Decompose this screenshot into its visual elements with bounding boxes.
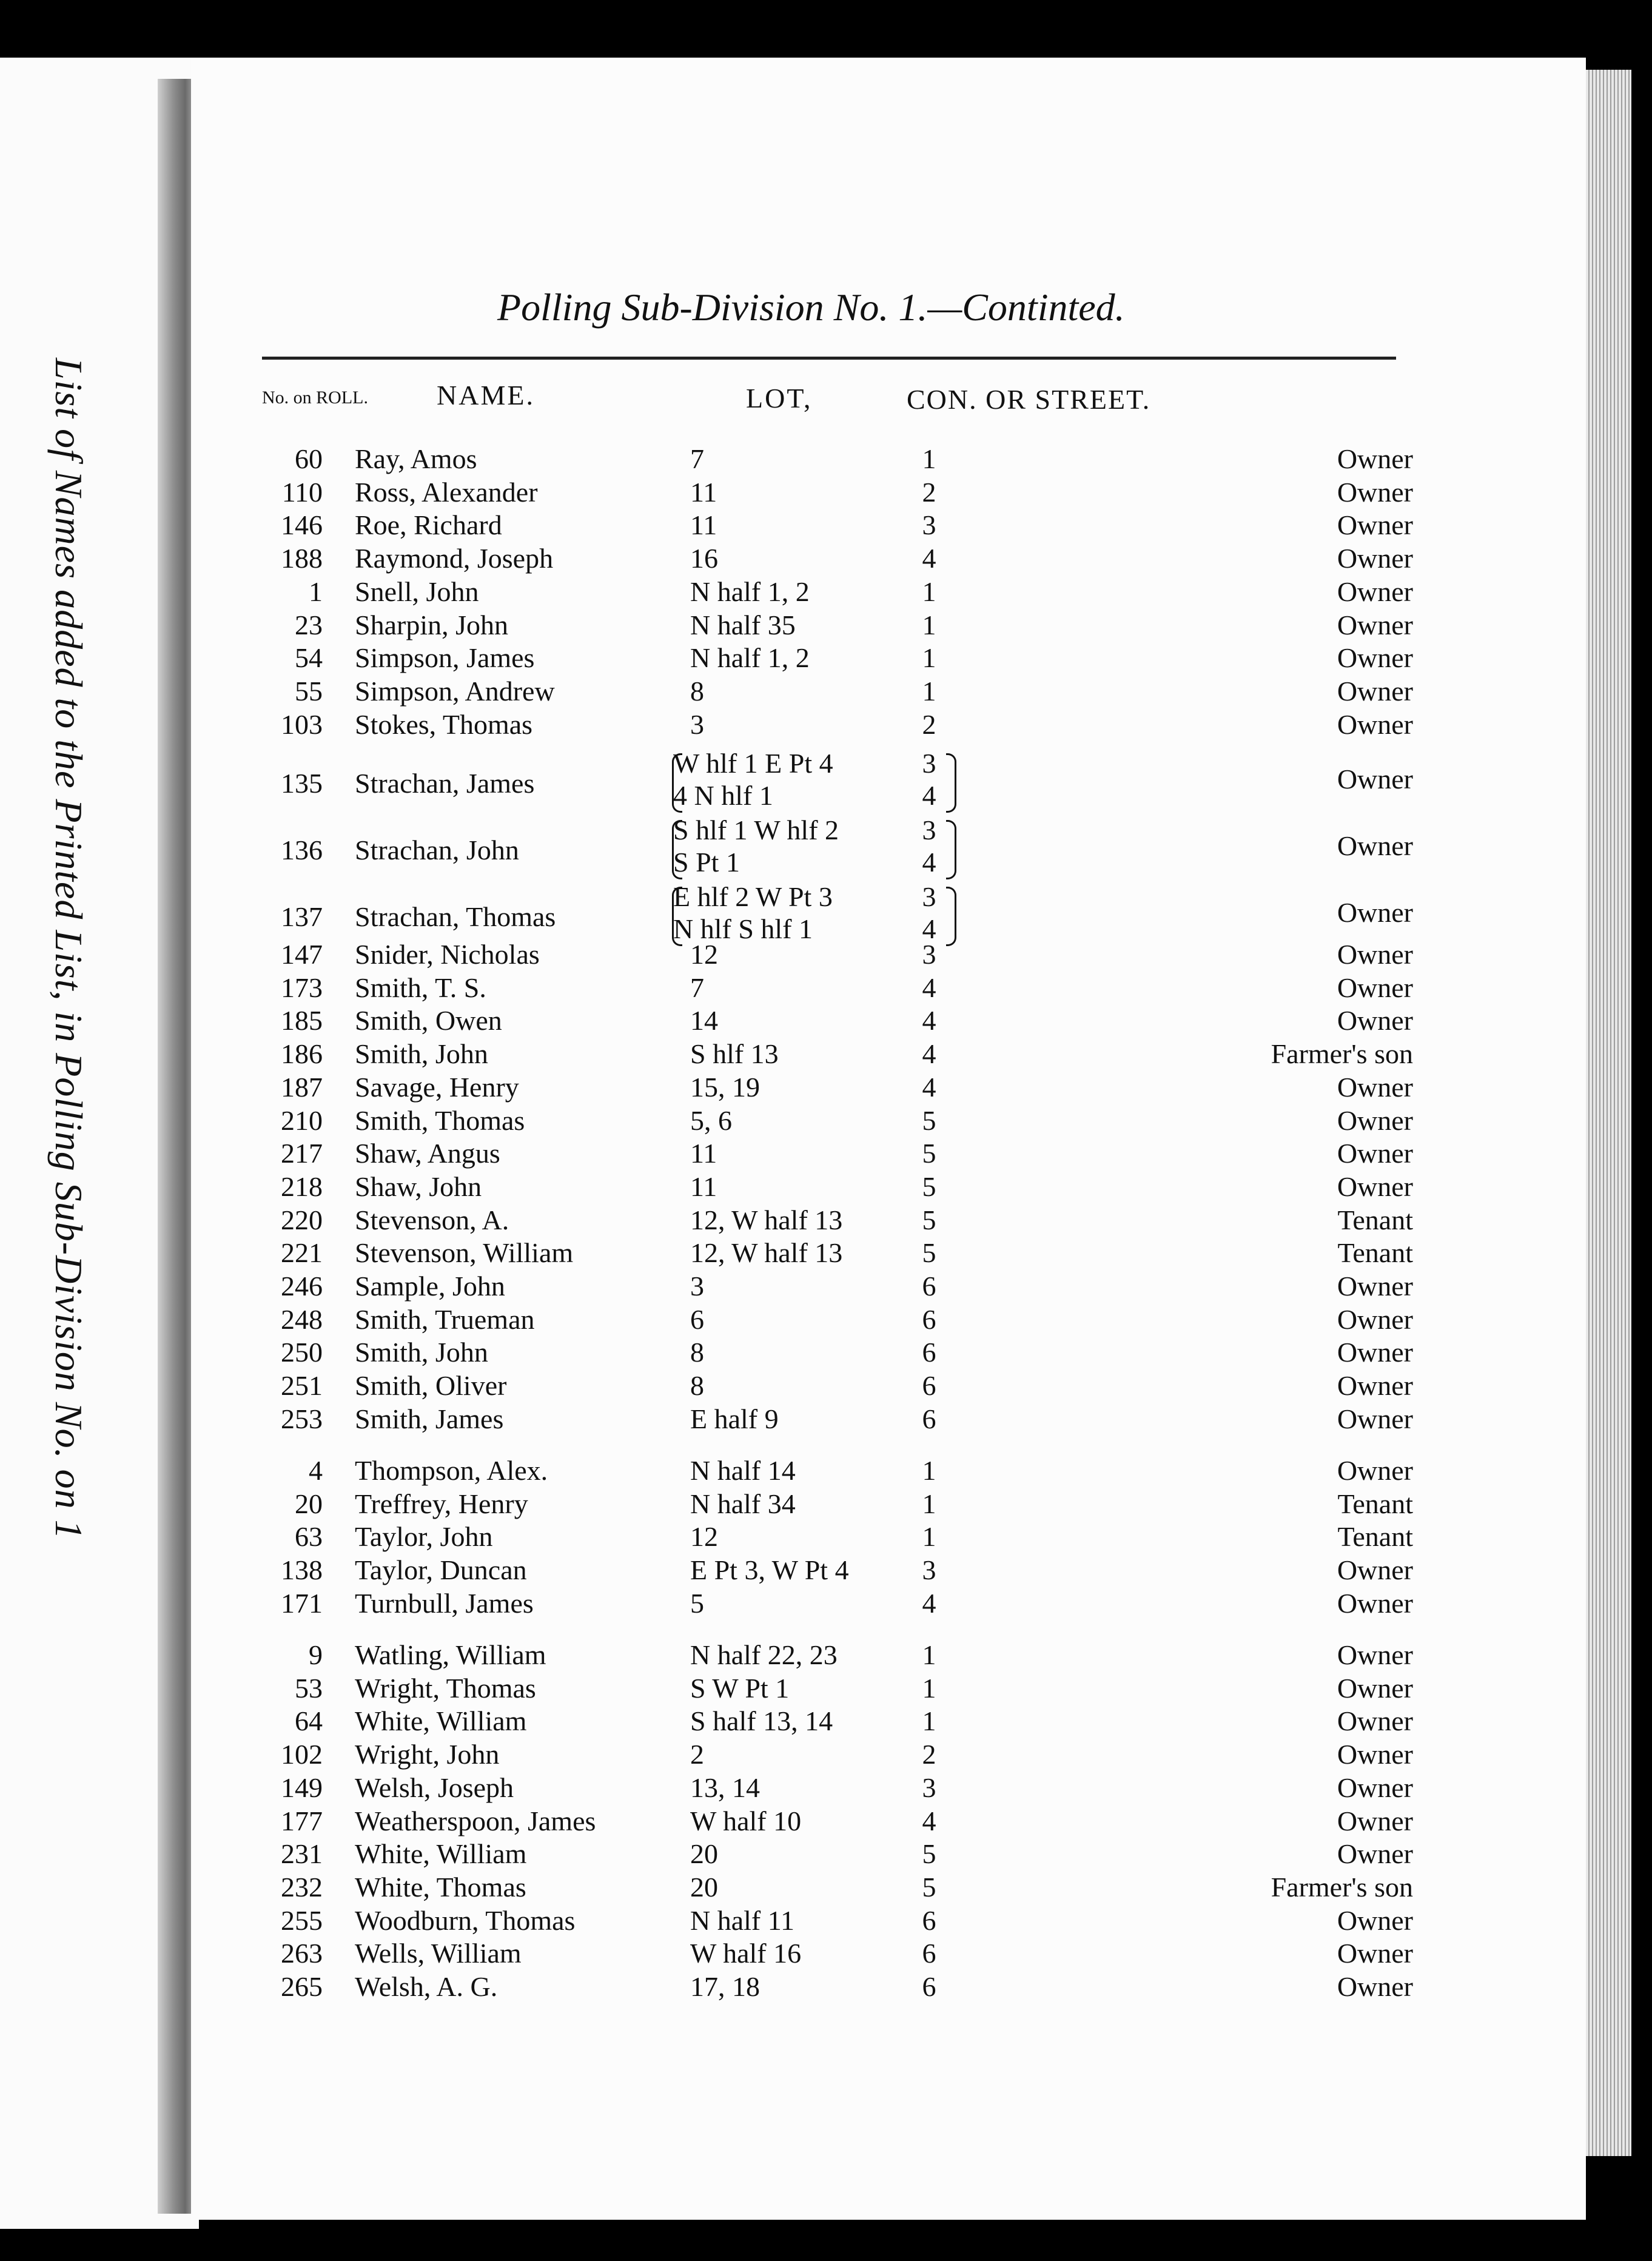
voter-name: Smith, John <box>355 1337 488 1368</box>
status-value: Owner <box>1337 1370 1413 1402</box>
roll-number: 102 <box>281 1739 323 1770</box>
roll-number: 20 <box>295 1488 323 1519</box>
concession-value: 5 <box>922 1171 936 1202</box>
status-value: Owner <box>1337 1071 1413 1103</box>
voter-name: Wright, Thomas <box>355 1672 536 1704</box>
voter-name: Taylor, Duncan <box>355 1554 527 1586</box>
roll-number: 64 <box>295 1705 323 1737</box>
concession-value: 6 <box>922 1337 936 1368</box>
lot-value: N half 35 <box>690 609 796 640</box>
left-brace <box>672 887 682 946</box>
concession-value: 3 <box>922 939 936 970</box>
concession-value-line-2: 4 <box>922 847 936 878</box>
roll-number: 103 <box>281 708 323 740</box>
status-value: Owner <box>1337 609 1413 640</box>
roll-number: 246 <box>281 1271 323 1302</box>
lot-value: 8 <box>690 675 704 707</box>
roll-number: 253 <box>281 1403 323 1434</box>
voter-name: Raymond, Joseph <box>355 543 554 574</box>
lot-value-line-2: N hlf S hlf 1 <box>673 913 813 944</box>
lot-value: 11 <box>690 1138 717 1169</box>
concession-value: 5 <box>922 1237 936 1269</box>
status-value: Tenant <box>1337 1237 1413 1269</box>
status-value: Owner <box>1337 1838 1413 1870</box>
column-header-con: CON. OR STREET. <box>907 384 1151 415</box>
status-value: Owner <box>1337 1772 1413 1803</box>
voter-name: Smith, Trueman <box>355 1303 535 1335</box>
concession-value: 1 <box>922 1521 936 1553</box>
roll-number: 110 <box>281 476 323 508</box>
concession-value: 5 <box>922 1838 936 1870</box>
roll-number: 136 <box>281 835 323 865</box>
concession-value: 4 <box>922 1005 936 1036</box>
right-brace <box>946 753 956 813</box>
concession-value: 6 <box>922 1971 936 2002</box>
lot-value: 7 <box>690 972 704 1003</box>
lot-value: 20 <box>690 1838 718 1870</box>
facing-page-vertical-title: List of Names added to the Printed List, in Polling Sub-Division No. on 1 <box>47 358 90 1540</box>
roll-number: 53 <box>295 1672 323 1704</box>
status-value: Owner <box>1337 1739 1413 1770</box>
lot-value: 2 <box>690 1739 704 1770</box>
lot-value: N half 1, 2 <box>690 576 810 607</box>
lot-value: 13, 14 <box>690 1772 760 1803</box>
concession-value: 6 <box>922 1303 936 1335</box>
status-value: Owner <box>1337 642 1413 674</box>
roll-number: 63 <box>295 1521 323 1553</box>
concession-value: 6 <box>922 1271 936 1302</box>
voter-name: White, Thomas <box>355 1871 526 1903</box>
status-value: Tenant <box>1337 1204 1413 1235</box>
lot-value: 7 <box>690 443 704 474</box>
voter-name: Welsh, Joseph <box>355 1772 514 1803</box>
status-value: Owner <box>1337 1971 1413 2002</box>
roll-number: 263 <box>281 1938 323 1969</box>
concession-value: 5 <box>922 1104 936 1136</box>
status-value: Farmer's son <box>1271 1871 1413 1903</box>
roll-number: 137 <box>281 901 323 932</box>
concession-value: 1 <box>922 609 936 640</box>
roll-number: 250 <box>281 1337 323 1368</box>
roll-number: 177 <box>281 1805 323 1836</box>
status-value: Owner <box>1337 1672 1413 1704</box>
voter-name: Smith, Thomas <box>355 1104 525 1136</box>
concession-value: 2 <box>922 476 936 508</box>
lot-value-line-2: S Pt 1 <box>673 847 740 878</box>
lot-value: 6 <box>690 1303 704 1335</box>
status-value: Owner <box>1337 897 1413 928</box>
lot-value-line-1: W hlf 1 E Pt 4 <box>673 748 833 779</box>
lot-value: 11 <box>690 509 717 541</box>
concession-value: 5 <box>922 1138 936 1169</box>
concession-value: 4 <box>922 1587 936 1619</box>
concession-value: 1 <box>922 576 936 607</box>
concession-value: 2 <box>922 1739 936 1770</box>
lot-value: 12 <box>690 939 718 970</box>
lot-value-line-1: S hlf 1 W hlf 2 <box>673 815 839 845</box>
status-value: Owner <box>1337 543 1413 574</box>
roll-number: 54 <box>295 642 323 674</box>
concession-value-line-1: 3 <box>922 881 936 912</box>
column-header-lot: LOT, <box>746 383 813 414</box>
lot-value: N half 11 <box>690 1904 795 1936</box>
lot-value: 16 <box>690 543 718 574</box>
voter-name: Roe, Richard <box>355 509 502 541</box>
lot-value: 3 <box>690 708 704 740</box>
lot-value: 15, 19 <box>690 1071 760 1103</box>
roll-number: 135 <box>281 768 323 799</box>
concession-value: 3 <box>922 1772 936 1803</box>
lot-value: S W Pt 1 <box>690 1672 790 1704</box>
lot-value: N half 14 <box>690 1455 796 1486</box>
lot-value: 12, W half 13 <box>690 1237 843 1269</box>
voter-name: Stevenson, William <box>355 1237 574 1269</box>
lot-value: 12 <box>690 1521 718 1553</box>
page-heading: Polling Sub-Division No. 1.—Continted. <box>497 286 1125 329</box>
voter-name: Simpson, Andrew <box>355 675 555 707</box>
roll-number: 232 <box>281 1871 323 1903</box>
voter-name: Strachan, John <box>355 835 519 865</box>
concession-value: 1 <box>922 675 936 707</box>
status-value: Owner <box>1337 1138 1413 1169</box>
roll-number: 185 <box>281 1005 323 1036</box>
concession-value: 6 <box>922 1938 936 1969</box>
voter-name: Sample, John <box>355 1271 505 1302</box>
concession-value-line-1: 3 <box>922 748 936 779</box>
status-value: Owner <box>1337 509 1413 541</box>
right-brace <box>946 887 956 946</box>
voter-name: Woodburn, Thomas <box>355 1904 576 1936</box>
lot-value: 12, W half 13 <box>690 1204 843 1235</box>
concession-value: 4 <box>922 543 936 574</box>
status-value: Owner <box>1337 1639 1413 1670</box>
concession-value: 4 <box>922 972 936 1003</box>
roll-number: 220 <box>281 1204 323 1235</box>
status-value: Owner <box>1337 1005 1413 1036</box>
roll-number: 186 <box>281 1038 323 1070</box>
column-header-roll: No. on ROLL. <box>262 388 368 408</box>
status-value: Owner <box>1337 1705 1413 1737</box>
concession-value: 3 <box>922 1554 936 1586</box>
voter-name: Smith, James <box>355 1403 504 1434</box>
lot-value: W half 10 <box>690 1805 802 1836</box>
heading-rule <box>262 357 1396 360</box>
roll-number: 149 <box>281 1772 323 1803</box>
voter-name: Sharpin, John <box>355 609 508 640</box>
voter-name: Ross, Alexander <box>355 476 538 508</box>
roll-number: 188 <box>281 543 323 574</box>
lot-value: 5 <box>690 1587 704 1619</box>
status-value: Owner <box>1337 443 1413 474</box>
status-value: Owner <box>1337 1337 1413 1368</box>
lot-value: 20 <box>690 1871 718 1903</box>
roll-number: 171 <box>281 1587 323 1619</box>
voter-name: Turnbull, James <box>355 1587 534 1619</box>
roll-number: 146 <box>281 509 323 541</box>
voter-name: Watling, William <box>355 1639 546 1670</box>
lot-value-line-2: 4 N hlf 1 <box>673 780 773 811</box>
concession-value: 5 <box>922 1871 936 1903</box>
voter-name: Shaw, John <box>355 1171 482 1202</box>
voter-name: Treffrey, Henry <box>355 1488 528 1519</box>
voter-name: Strachan, James <box>355 768 535 799</box>
concession-value: 6 <box>922 1370 936 1402</box>
concession-value: 4 <box>922 1038 936 1070</box>
roll-number: 1 <box>309 576 323 607</box>
concession-value: 4 <box>922 1805 936 1836</box>
status-value: Owner <box>1337 1303 1413 1335</box>
voter-name: Thompson, Alex. <box>355 1455 548 1486</box>
roll-number: 218 <box>281 1171 323 1202</box>
status-value: Owner <box>1337 939 1413 970</box>
lot-value: N half 22, 23 <box>690 1639 838 1670</box>
voter-name: Simpson, James <box>355 642 535 674</box>
voter-name: Taylor, John <box>355 1521 493 1553</box>
roll-number: 255 <box>281 1904 323 1936</box>
voter-name: Wright, John <box>355 1739 500 1770</box>
concession-value: 1 <box>922 1639 936 1670</box>
voter-name: Snell, John <box>355 576 479 607</box>
lot-value: 11 <box>690 476 717 508</box>
lot-value-line-1: E hlf 2 W Pt 3 <box>673 881 833 912</box>
right-brace <box>946 820 956 879</box>
voter-name: White, William <box>355 1838 527 1870</box>
lot-value: 5, 6 <box>690 1104 732 1136</box>
roll-number: 221 <box>281 1237 323 1269</box>
left-brace <box>672 820 682 879</box>
concession-value: 2 <box>922 708 936 740</box>
voter-name: Smith, Owen <box>355 1005 502 1036</box>
status-value: Owner <box>1337 1104 1413 1136</box>
lot-value: 14 <box>690 1005 718 1036</box>
status-value: Owner <box>1337 1554 1413 1586</box>
roll-number: 265 <box>281 1971 323 2002</box>
concession-value: 1 <box>922 1488 936 1519</box>
concession-value: 6 <box>922 1904 936 1936</box>
roll-number: 9 <box>309 1639 323 1670</box>
voter-name: Strachan, Thomas <box>355 901 556 932</box>
concession-value: 4 <box>922 1071 936 1103</box>
roll-number: 138 <box>281 1554 323 1586</box>
status-value: Tenant <box>1337 1488 1413 1519</box>
concession-value: 5 <box>922 1204 936 1235</box>
voter-name: Snider, Nicholas <box>355 939 540 970</box>
voter-name: Smith, T. S. <box>355 972 486 1003</box>
concession-value-line-1: 3 <box>922 815 936 845</box>
lot-value: 11 <box>690 1171 717 1202</box>
status-value: Owner <box>1337 1171 1413 1202</box>
roll-number: 147 <box>281 939 323 970</box>
lot-value: N half 1, 2 <box>690 642 810 674</box>
concession-value: 1 <box>922 1672 936 1704</box>
roll-number: 23 <box>295 609 323 640</box>
status-value: Owner <box>1337 830 1413 861</box>
status-value: Owner <box>1337 1805 1413 1836</box>
lot-value: N half 34 <box>690 1488 796 1519</box>
voter-name: Welsh, A. G. <box>355 1971 498 2002</box>
roll-number: 231 <box>281 1838 323 1870</box>
status-value: Owner <box>1337 1271 1413 1302</box>
page-edges <box>1586 70 1631 2156</box>
lot-value: 17, 18 <box>690 1971 760 2002</box>
lot-value: S half 13, 14 <box>690 1705 833 1737</box>
voter-name: Savage, Henry <box>355 1071 519 1103</box>
status-value: Owner <box>1337 675 1413 707</box>
voter-name: Smith, Oliver <box>355 1370 507 1402</box>
voter-name: Shaw, Angus <box>355 1138 500 1169</box>
roll-number: 248 <box>281 1303 323 1335</box>
concession-value: 1 <box>922 1705 936 1737</box>
status-value: Owner <box>1337 576 1413 607</box>
lot-value: E half 9 <box>690 1403 779 1434</box>
concession-value: 1 <box>922 1455 936 1486</box>
status-value: Owner <box>1337 764 1413 795</box>
voter-name: Ray, Amos <box>355 443 477 474</box>
column-header-name: NAME. <box>437 380 535 411</box>
lot-value: S hlf 13 <box>690 1038 779 1070</box>
concession-value: 6 <box>922 1403 936 1434</box>
roll-number: 55 <box>295 675 323 707</box>
status-value: Tenant <box>1337 1521 1413 1553</box>
lot-value: 3 <box>690 1271 704 1302</box>
voter-name: Stevenson, A. <box>355 1204 509 1235</box>
voter-name: Smith, John <box>355 1038 488 1070</box>
concession-value: 3 <box>922 509 936 541</box>
concession-value-line-2: 4 <box>922 913 936 944</box>
roll-number: 4 <box>309 1455 323 1486</box>
roll-number: 217 <box>281 1138 323 1169</box>
lot-value: W half 16 <box>690 1938 802 1969</box>
roll-number: 251 <box>281 1370 323 1402</box>
status-value: Owner <box>1337 476 1413 508</box>
concession-value: 1 <box>922 443 936 474</box>
voter-name: Wells, William <box>355 1938 522 1969</box>
status-value: Owner <box>1337 1403 1413 1434</box>
status-value: Farmer's son <box>1271 1038 1413 1070</box>
roll-number: 173 <box>281 972 323 1003</box>
status-value: Owner <box>1337 972 1413 1003</box>
lot-value: 8 <box>690 1337 704 1368</box>
roll-number: 210 <box>281 1104 323 1136</box>
status-value: Owner <box>1337 708 1413 740</box>
concession-value: 1 <box>922 642 936 674</box>
lot-value: E Pt 3, W Pt 4 <box>690 1554 849 1586</box>
concession-value-line-2: 4 <box>922 780 936 811</box>
status-value: Owner <box>1337 1904 1413 1936</box>
left-brace <box>672 753 682 813</box>
voter-name: Weatherspoon, James <box>355 1805 596 1836</box>
status-value: Owner <box>1337 1455 1413 1486</box>
status-value: Owner <box>1337 1938 1413 1969</box>
voter-name: White, William <box>355 1705 527 1737</box>
lot-value: 8 <box>690 1370 704 1402</box>
roll-number: 60 <box>295 443 323 474</box>
status-value: Owner <box>1337 1587 1413 1619</box>
roll-number: 187 <box>281 1071 323 1103</box>
voter-name: Stokes, Thomas <box>355 708 533 740</box>
